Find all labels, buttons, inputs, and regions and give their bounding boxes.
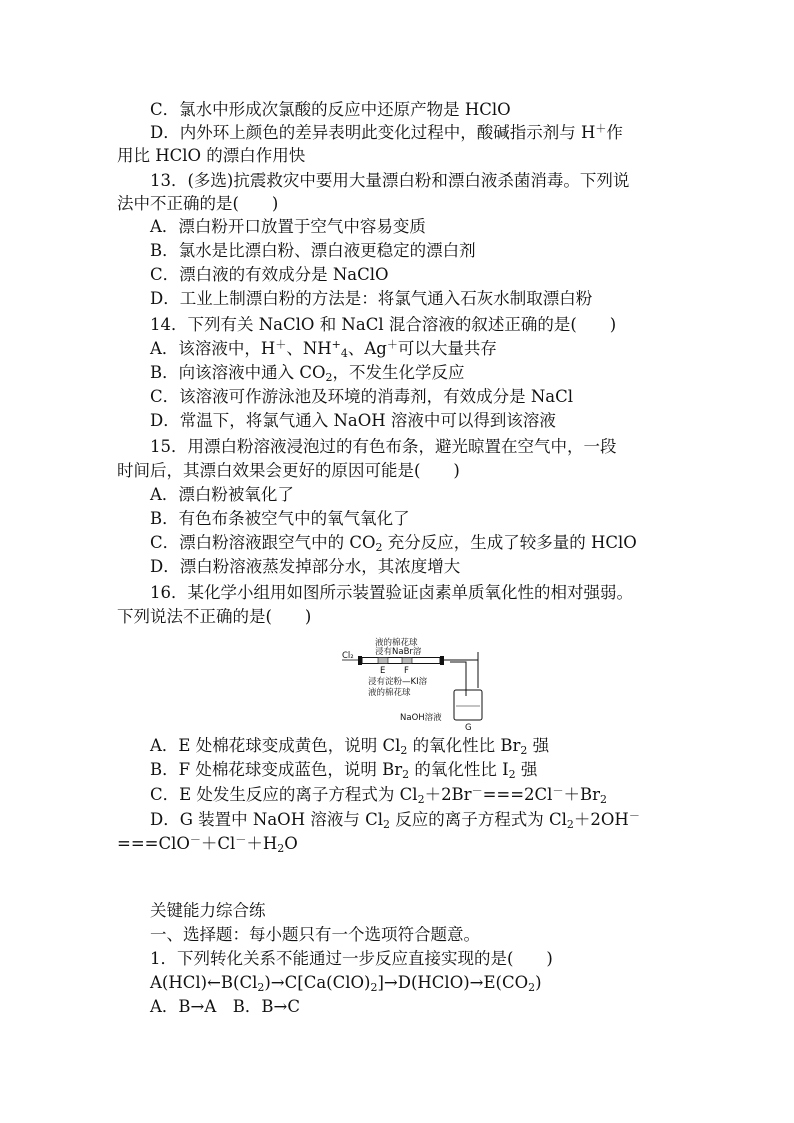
q15-stem-line2: 时间后，其漂白效果会更好的原因可能是( ) bbox=[117, 461, 460, 480]
q15-option-b: B．有色布条被空气中的氧气氧化了 bbox=[150, 509, 410, 528]
q16-stem-line2: 下列说法不正确的是( ) bbox=[117, 607, 312, 626]
q12-option-c: C．氯水中形成次氯酸的反应中还原产物是 HClO bbox=[150, 100, 511, 119]
q13-option-d: D．工业上制漂白粉的方法是：将氯气通入石灰水制取漂白粉 bbox=[150, 289, 593, 308]
q12-option-d-line1: D．内外环上颜色的差异表明此变化过程中，酸碱指示剂与 H＋作 bbox=[150, 122, 623, 142]
q14-option-d: D．常温下，将氯气通入 NaOH 溶液中可以得到该溶液 bbox=[150, 411, 556, 430]
q15-option-d: D．漂白粉溶液蒸发掉部分水，其浓度增大 bbox=[150, 557, 461, 576]
naoh-label: NaOH溶液 bbox=[400, 713, 442, 723]
q13-option-b: B．氯水是比漂白粉、漂白液更稳定的漂白剂 bbox=[150, 241, 476, 260]
q16-option-d-line1: D．G 装置中 NaOH 溶液与 $Cl_2$ 反应的离子方程式为 $Cl_2+2OH^-$ bbox=[150, 809, 640, 831]
section-subtitle: 一、选择题：每小题只有一个选项符合题意。 bbox=[150, 925, 480, 944]
wash-bottle-g bbox=[454, 690, 482, 720]
section-title: 关键能力综合练 bbox=[150, 901, 266, 920]
q16-option-c: C．E 处发生反应的离子方程式为 $Cl_2+2Br^-===2Cl^-+Br_2$ bbox=[150, 784, 607, 806]
q16-option-b: B．F 处棉花球变成蓝色，说明 $Br_2$ 的氧化性比 $I_2$ 强 bbox=[150, 760, 538, 781]
label-g: G bbox=[465, 723, 472, 733]
ki-label-line2: 液的棉花球 bbox=[368, 688, 411, 698]
q13-stem-line1: 13．(多选)抗震救灾中要用大量漂白粉和漂白液杀菌消毒。下列说 bbox=[150, 171, 630, 190]
label-f: F bbox=[404, 666, 409, 676]
p1-stem: 1．下列转化关系不能通过一步反应直接实现的是( ) bbox=[150, 949, 553, 968]
q14-option-a: A．该溶液中，H＋、$NH^+_4$、Ag＋可以大量共存 bbox=[150, 338, 497, 360]
q14-stem: 14．下列有关 NaClO 和 NaCl 混合溶液的叙述正确的是( ) bbox=[150, 315, 617, 334]
q13-stem-line2: 法中不正确的是( ) bbox=[117, 194, 279, 213]
cl2-label: Cl₂ bbox=[342, 651, 354, 661]
nabr-label-line2: 液的棉花球 bbox=[375, 638, 418, 648]
glass-tube bbox=[362, 658, 440, 664]
q16-stem-line1: 16．某化学小组用如图所示装置验证卤素单质氧化性的相对强弱。 bbox=[150, 583, 633, 602]
q16-option-d-line2: $===ClO^-+Cl^-+H_2O$ bbox=[117, 833, 298, 855]
tube-stopper-right bbox=[440, 656, 444, 665]
cotton-ball-f bbox=[402, 658, 412, 664]
ki-label-line1: 浸有淀粉—KI溶 bbox=[368, 677, 428, 687]
q14-option-c: C．该溶液可作游泳池及环境的消毒剂，有效成分是 NaCl bbox=[150, 387, 574, 406]
q15-option-a: A．漂白粉被氧化了 bbox=[150, 485, 294, 504]
apparatus-figure bbox=[340, 638, 500, 733]
q13-option-c: C．漂白液的有效成分是 NaClO bbox=[150, 265, 389, 284]
q14-option-b: B．向该溶液中通入 $CO_2$，不发生化学反应 bbox=[150, 363, 465, 384]
q16-option-a: A．E 处棉花球变成黄色，说明 $Cl_2$ 的氧化性比 $Br_2$ 强 bbox=[150, 736, 550, 757]
p1-options: A．B→A B．B→C bbox=[150, 997, 300, 1016]
p1-chain: $A(HCl)\leftarrow B(Cl_2)\to C[Ca(ClO)_2]\to D(HClO)\to E(CO_2)$ bbox=[150, 973, 542, 994]
q13-option-a: A．漂白粉开口放置于空气中容易变质 bbox=[150, 217, 426, 236]
q12-option-d-line2: 用比 HClO 的漂白作用快 bbox=[117, 146, 306, 165]
nabr-label-line1: 浸有NaBr溶 bbox=[375, 647, 422, 657]
cotton-ball-e bbox=[378, 658, 388, 664]
tube-stopper-left bbox=[358, 656, 362, 665]
label-e: E bbox=[380, 666, 386, 676]
q15-stem-line1: 15．用漂白粉溶液浸泡过的有色布条，避光晾置在空气中，一段 bbox=[150, 437, 617, 456]
q15-option-c: C．漂白粉溶液跟空气中的 $CO_2$ 充分反应，生成了较多量的 HClO bbox=[150, 533, 637, 554]
